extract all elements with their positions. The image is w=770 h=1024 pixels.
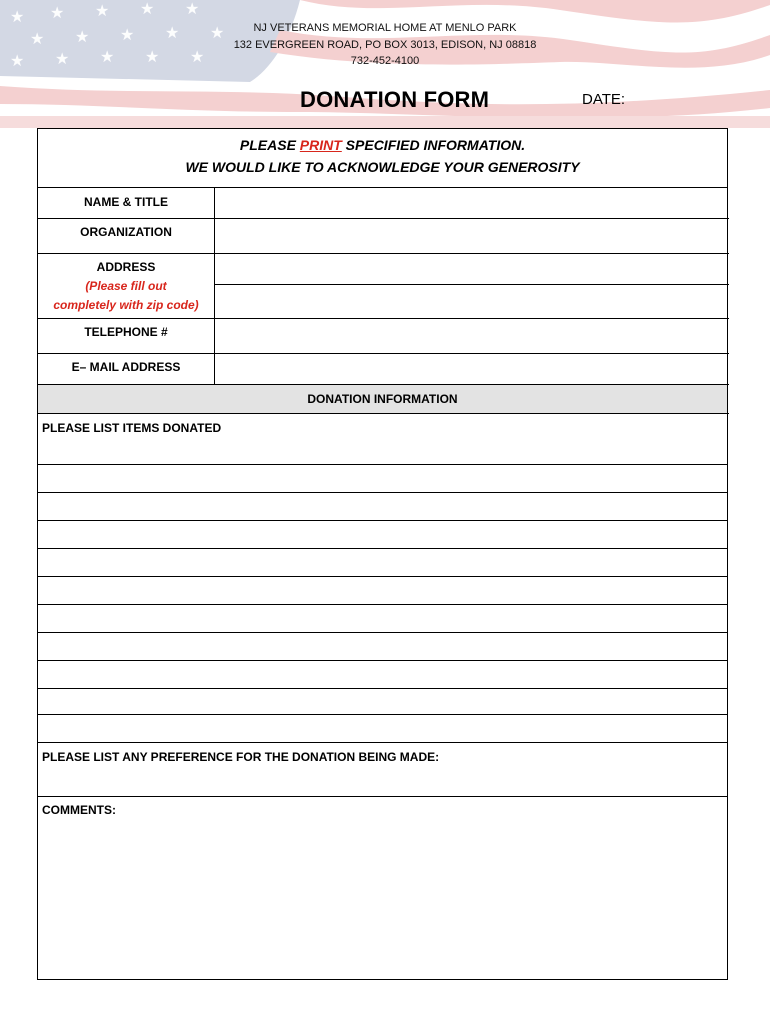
address-label: ADDRESS xyxy=(96,260,156,274)
item-line-9[interactable] xyxy=(38,689,729,714)
comments-label: COMMENTS: xyxy=(42,803,116,817)
intro-line-2: WE WOULD LIKE TO ACKNOWLEDGE YOUR GENEROSITY xyxy=(185,159,580,175)
svg-text:★: ★ xyxy=(55,51,70,68)
form-title: DONATION FORM xyxy=(300,87,490,112)
name-title-field[interactable] xyxy=(215,187,729,218)
header-banner xyxy=(0,0,770,128)
items-donated-field[interactable] xyxy=(38,429,729,463)
donation-form xyxy=(37,128,728,980)
item-line-1[interactable] xyxy=(38,465,729,492)
item-line-5[interactable] xyxy=(38,577,729,604)
donation-info-header: DONATION INFORMATION xyxy=(38,385,727,413)
telephone-field[interactable] xyxy=(215,318,729,353)
telephone-label: TELEPHONE # xyxy=(38,318,215,353)
svg-text:★: ★ xyxy=(95,3,110,20)
intro-section xyxy=(38,129,727,188)
preference-label: PLEASE LIST ANY PREFERENCE FOR THE DONATION BEING MADE: xyxy=(42,750,440,764)
organization-label: ORGANIZATION xyxy=(38,218,215,253)
org-address: 132 EVERGREEN ROAD, PO BOX 3013, EDISON, NJ 08818 xyxy=(233,39,537,51)
item-line-7[interactable] xyxy=(38,633,729,660)
svg-text:★: ★ xyxy=(50,5,65,22)
svg-text:★: ★ xyxy=(210,25,225,42)
items-donated-label: PLEASE LIST ITEMS DONATED xyxy=(42,421,222,435)
address-note-1: (Please fill out xyxy=(85,279,167,293)
name-title-label: NAME & TITLE xyxy=(38,187,215,218)
svg-text:★: ★ xyxy=(120,27,135,44)
svg-text:★: ★ xyxy=(100,49,115,66)
svg-text:★: ★ xyxy=(10,9,25,26)
email-label: E– MAIL ADDRESS xyxy=(38,353,215,384)
svg-text:★: ★ xyxy=(140,1,155,18)
svg-text:★: ★ xyxy=(10,53,25,70)
email-field[interactable] xyxy=(215,353,729,384)
item-line-2[interactable] xyxy=(38,493,729,520)
address-label-cell xyxy=(38,253,215,318)
item-line-4[interactable] xyxy=(38,549,729,576)
comments-field[interactable] xyxy=(38,821,729,977)
item-line-8[interactable] xyxy=(38,661,729,688)
svg-text:★: ★ xyxy=(75,29,90,46)
address-note-2: completely with zip code) xyxy=(53,298,199,312)
print-emphasis: PRINT xyxy=(299,137,342,153)
svg-text:★: ★ xyxy=(185,1,200,18)
svg-text:★: ★ xyxy=(190,49,205,66)
intro-line-1: PLEASE PRINT SPECIFIED INFORMATION. xyxy=(239,137,526,153)
svg-text:★: ★ xyxy=(145,49,160,66)
org-phone: 732-452-4100 xyxy=(350,55,420,67)
date-label: DATE: xyxy=(582,91,626,108)
item-line-6[interactable] xyxy=(38,605,729,632)
preference-field[interactable] xyxy=(38,767,729,795)
svg-text:★: ★ xyxy=(165,25,180,42)
item-line-10[interactable] xyxy=(38,715,729,742)
svg-text:★: ★ xyxy=(30,31,45,48)
address-field-line-2[interactable] xyxy=(215,284,729,318)
org-name: NJ VETERANS MEMORIAL HOME AT MENLO PARK xyxy=(253,22,517,34)
address-field-line-1[interactable] xyxy=(215,253,729,284)
item-line-3[interactable] xyxy=(38,521,729,548)
organization-field[interactable] xyxy=(215,218,729,253)
